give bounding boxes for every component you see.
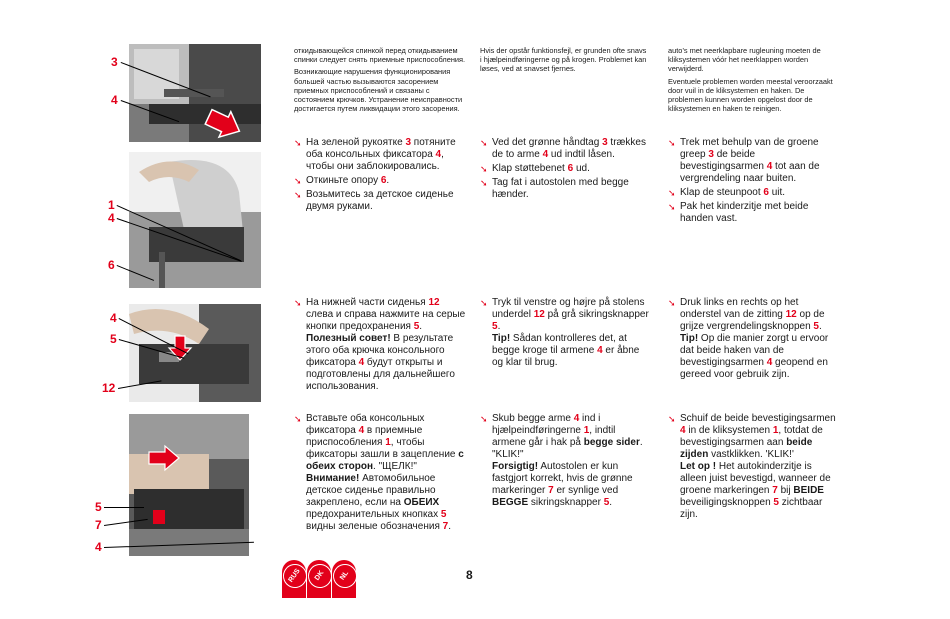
- callout-number: 1: [108, 198, 115, 212]
- rus-step: ➘ Откиньте опору 6.: [294, 175, 390, 186]
- arrow-icon: ➘: [480, 178, 488, 188]
- arrow-icon: ➘: [668, 188, 676, 198]
- photo-release-arms: [129, 44, 261, 142]
- dk-top-block: [480, 46, 650, 77]
- dk-steps-1: [480, 137, 650, 203]
- arrow-icon: ➘: [480, 414, 488, 424]
- rus-step: ➘ Вставьте оба консольных фиксатора 4 в приемные приспособления 1, чтобы фиксаторы зашли в зацепление с обеих сторон. "ЩЕЛК!" Внимание! Автомобильное детское сиденье правильно закреплено, если на ОБЕИХ предохранительных кнопках 5 видны зеленые обозначения 7.: [294, 413, 464, 532]
- arrow-icon: ➘: [480, 138, 488, 148]
- photo-insert-arms: [129, 414, 249, 556]
- arrow-icon: ➘: [294, 190, 302, 200]
- page-number: 8: [466, 568, 473, 582]
- nl-step: ➘ Pak het kinderzitje met beide handen vast.: [668, 201, 809, 224]
- nl-top-block: [668, 46, 838, 116]
- callout-number: 4: [108, 211, 115, 225]
- nl-step: ➘ Klap de steunpoot 6 uit.: [668, 187, 786, 198]
- callout-number: 4: [110, 311, 117, 325]
- rus-note: Возникающие нарушения функционирования большей частью вызываются засорением приемных приспособлений и связаны с состоянием крючков. Устранение неисправности достигается путем ликвидации этого засорения.: [294, 67, 463, 114]
- dk-step: ➘ Klap støttebenet 6 ud.: [480, 163, 590, 174]
- nl-note: Eventuele problemen worden meestal veroorzaakt door vuil in de kliksystemen en haken. De problemen kunnen worden opgelost door de kliksystemen en haken te reinigen.: [668, 76, 833, 114]
- nl-steps-2: [668, 297, 838, 383]
- dk-steps-2: [480, 297, 650, 371]
- callout-line: [104, 507, 144, 508]
- arrow-icon: ➘: [668, 414, 676, 424]
- arrow-icon: ➘: [480, 164, 488, 174]
- dk-step: ➘ Skub begge arme 4 ind i hjælpeindføringerne 1, indtil armene går i hak på begge sider. "KLIK!" Forsigtig! Autostolen er kun fastgjort korrekt, hvis de grønne markeringer 7 er synlige ved BEGGE sikringsknapper 5.: [480, 413, 643, 508]
- dk-step: ➘ Tag fat i autostolen med begge hænder.: [480, 177, 629, 200]
- arrow-icon: ➘: [668, 138, 676, 148]
- rus-intro: откидывающейся спинкой перед откидыванием спинки следует снять приемные приспособления.: [294, 46, 466, 65]
- nl-step: ➘ Druk links en rechts op het onderstel van de zitting 12 op de grijze vergrendelingsknoppen 5. Tip! Op die manier zorgt u ervoor dat beide haken van de bevestigingsarmen 4 geopend en gereed voor gebruik zijn.: [668, 297, 829, 380]
- arrow-icon: ➘: [294, 176, 302, 186]
- callout-number: 4: [95, 540, 102, 554]
- photo-release-buttons: [129, 304, 261, 402]
- nl-steps-3: [668, 413, 838, 523]
- rus-step: ➘ Возьмитесь за детское сиденье двумя руками.: [294, 189, 454, 212]
- nl-intro: auto’s met neerklapbare rugleuning moeten de kliksystemen vóór het neerklappen worden verwijderd.: [668, 46, 821, 74]
- nl-steps-1: [668, 137, 838, 227]
- dk-intro: Hvis der opstår funktionsfejl, er grunden ofte snavs i hjælpeindføringerne og på krogen. Problemet kan løses, ved at snavset fjernes.: [480, 46, 647, 74]
- nl-step: ➘ Schuif de beide bevestigingsarmen 4 in de kliksystemen 1, totdat de bevestigingsarmen aan beide zijden vastklikken. 'KLIK!' Let op ! Het autokinderzitje is alleen juist bevestigd, wanneer de groene markeringen 7 bij BEIDE beveiligingsknoppen 5 zichtbaar zijn.: [668, 413, 836, 520]
- callout-number: 4: [111, 93, 118, 107]
- language-tab-nl: NL: [332, 560, 356, 598]
- arrow-icon: ➘: [480, 298, 488, 308]
- callout-number: 7: [95, 518, 102, 532]
- language-tab-dk: DK: [307, 560, 331, 598]
- rus-steps-1: [294, 137, 466, 215]
- language-tab-rus: RUS: [282, 560, 306, 598]
- callout-number: 5: [95, 500, 102, 514]
- arrow-icon: ➘: [668, 298, 676, 308]
- rus-steps-3: [294, 413, 466, 535]
- arrow-icon: ➘: [294, 414, 302, 424]
- arrow-icon: ➘: [668, 202, 676, 212]
- rus-step: ➘ На нижней части сиденья 12 слева и справа нажмите на серые кнопки предохранения 5. Полезный совет! В результате этого оба крючка консольного фиксатора 4 будут открыты и подготовлены для дальнейшего использования.: [294, 297, 466, 392]
- callout-number: 12: [102, 381, 116, 395]
- arrow-icon: ➘: [294, 138, 302, 148]
- dk-step: ➘ Tryk til venstre og højre på stolens underdel 12 på grå sikringsknapper 5. Tip! Sådan kontrolleres det, at begge kroge til armene 4 er åbne og klar til brug.: [480, 297, 649, 368]
- rus-step: ➘ На зеленой рукоятке 3 потяните оба консольных фиксатора 4, чтобы они заблокировались.: [294, 137, 456, 172]
- dk-step: ➘ Ved det grønne håndtag 3 trækkes de to arme 4 ud indtil låsen.: [480, 137, 646, 160]
- callout-number: 6: [108, 258, 115, 272]
- nl-step: ➘ Trek met behulp van de groene greep 3 de beide bevestigingsarmen 4 tot aan de vergrendeling naar buiten.: [668, 137, 820, 184]
- rus-top-block: [294, 46, 466, 116]
- rus-steps-2: [294, 297, 466, 395]
- callout-number: 5: [110, 332, 117, 346]
- dk-steps-3: [480, 413, 650, 511]
- arrow-icon: ➘: [294, 298, 302, 308]
- callout-number: 3: [111, 55, 118, 69]
